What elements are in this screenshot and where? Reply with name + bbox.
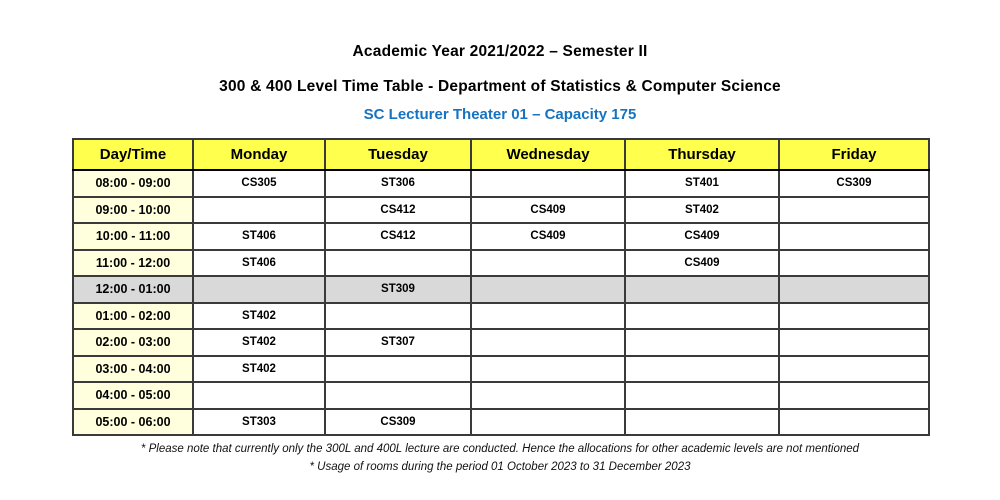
col-header-thursday: Thursday: [625, 139, 779, 170]
col-header-day-time: Day/Time: [73, 139, 193, 170]
empty-cell: [471, 409, 625, 436]
course-cell: CS412: [325, 223, 471, 250]
empty-cell: [193, 382, 325, 409]
course-cell: ST303: [193, 409, 325, 436]
academic-year-title: Academic Year 2021/2022 – Semester II: [352, 43, 648, 60]
timetable-row: [73, 223, 929, 250]
empty-cell: [471, 329, 625, 356]
empty-cell: [325, 250, 471, 277]
timetable-row: [73, 197, 929, 224]
course-cell: ST406: [193, 223, 325, 250]
time-slot-label: 09:00 - 10:00: [73, 197, 193, 224]
timetable-row: [73, 329, 929, 356]
empty-cell: [325, 356, 471, 383]
department-title: 300 & 400 Level Time Table - Department of Statistics & Computer Science: [219, 78, 781, 95]
course-cell: CS409: [471, 223, 625, 250]
time-slot-label: 08:00 - 09:00: [73, 170, 193, 197]
timetable-row: [73, 382, 929, 409]
empty-cell: [779, 197, 929, 224]
timetable: [72, 138, 930, 436]
timetable-row: [73, 170, 929, 197]
time-slot-label: 03:00 - 04:00: [73, 356, 193, 383]
course-cell: ST402: [193, 329, 325, 356]
col-header-friday: Friday: [779, 139, 929, 170]
empty-cell: [625, 409, 779, 436]
footnotes: [0, 441, 1000, 477]
course-cell: CS305: [193, 170, 325, 197]
time-slot-label: 01:00 - 02:00: [73, 303, 193, 330]
col-header-wednesday: Wednesday: [471, 139, 625, 170]
empty-cell: [471, 303, 625, 330]
course-cell: ST402: [193, 303, 325, 330]
footnote-usage-period: * Usage of rooms during the period 01 October 2023 to 31 December 2023: [309, 460, 691, 473]
timetable-row: [73, 276, 929, 303]
course-cell: CS412: [325, 197, 471, 224]
timetable-row: [73, 409, 929, 436]
empty-cell: [193, 197, 325, 224]
empty-cell: [779, 356, 929, 383]
empty-cell: [193, 276, 325, 303]
timetable-row: [73, 250, 929, 277]
empty-cell: [779, 329, 929, 356]
footnote-allocations: * Please note that currently only the 300L and 400L lecture are conducted. Hence the allocations for other academic levels are not mentioned: [140, 443, 860, 455]
time-slot-label: 02:00 - 03:00: [73, 329, 193, 356]
time-slot-label: 05:00 - 06:00: [73, 409, 193, 436]
empty-cell: [779, 409, 929, 436]
venue-capacity-title: SC Lecturer Theater 01 – Capacity 175: [363, 106, 637, 123]
col-header-tuesday: Tuesday: [325, 139, 471, 170]
course-cell: CS309: [325, 409, 471, 436]
timetable-row: [73, 303, 929, 330]
empty-cell: [779, 250, 929, 277]
empty-cell: [625, 356, 779, 383]
time-slot-label: 12:00 - 01:00: [73, 276, 193, 303]
empty-cell: [779, 303, 929, 330]
course-cell: ST309: [325, 276, 471, 303]
col-header-monday: Monday: [193, 139, 325, 170]
empty-cell: [325, 382, 471, 409]
course-cell: ST406: [193, 250, 325, 277]
course-cell: CS409: [625, 223, 779, 250]
empty-cell: [471, 382, 625, 409]
empty-cell: [471, 250, 625, 277]
empty-cell: [625, 303, 779, 330]
course-cell: ST306: [325, 170, 471, 197]
empty-cell: [779, 276, 929, 303]
empty-cell: [779, 382, 929, 409]
time-slot-label: 04:00 - 05:00: [73, 382, 193, 409]
empty-cell: [325, 303, 471, 330]
course-cell: CS409: [471, 197, 625, 224]
empty-cell: [625, 276, 779, 303]
course-cell: ST402: [193, 356, 325, 383]
empty-cell: [779, 223, 929, 250]
course-cell: ST402: [625, 197, 779, 224]
course-cell: CS409: [625, 250, 779, 277]
course-cell: CS309: [779, 170, 929, 197]
empty-cell: [625, 329, 779, 356]
course-cell: ST307: [325, 329, 471, 356]
empty-cell: [471, 170, 625, 197]
title-block: [0, 43, 1000, 123]
timetable-row: [73, 356, 929, 383]
course-cell: ST401: [625, 170, 779, 197]
empty-cell: [625, 382, 779, 409]
time-slot-label: 11:00 - 12:00: [73, 250, 193, 277]
empty-cell: [471, 276, 625, 303]
time-slot-label: 10:00 - 11:00: [73, 223, 193, 250]
timetable-header-row: [73, 139, 929, 170]
empty-cell: [471, 356, 625, 383]
